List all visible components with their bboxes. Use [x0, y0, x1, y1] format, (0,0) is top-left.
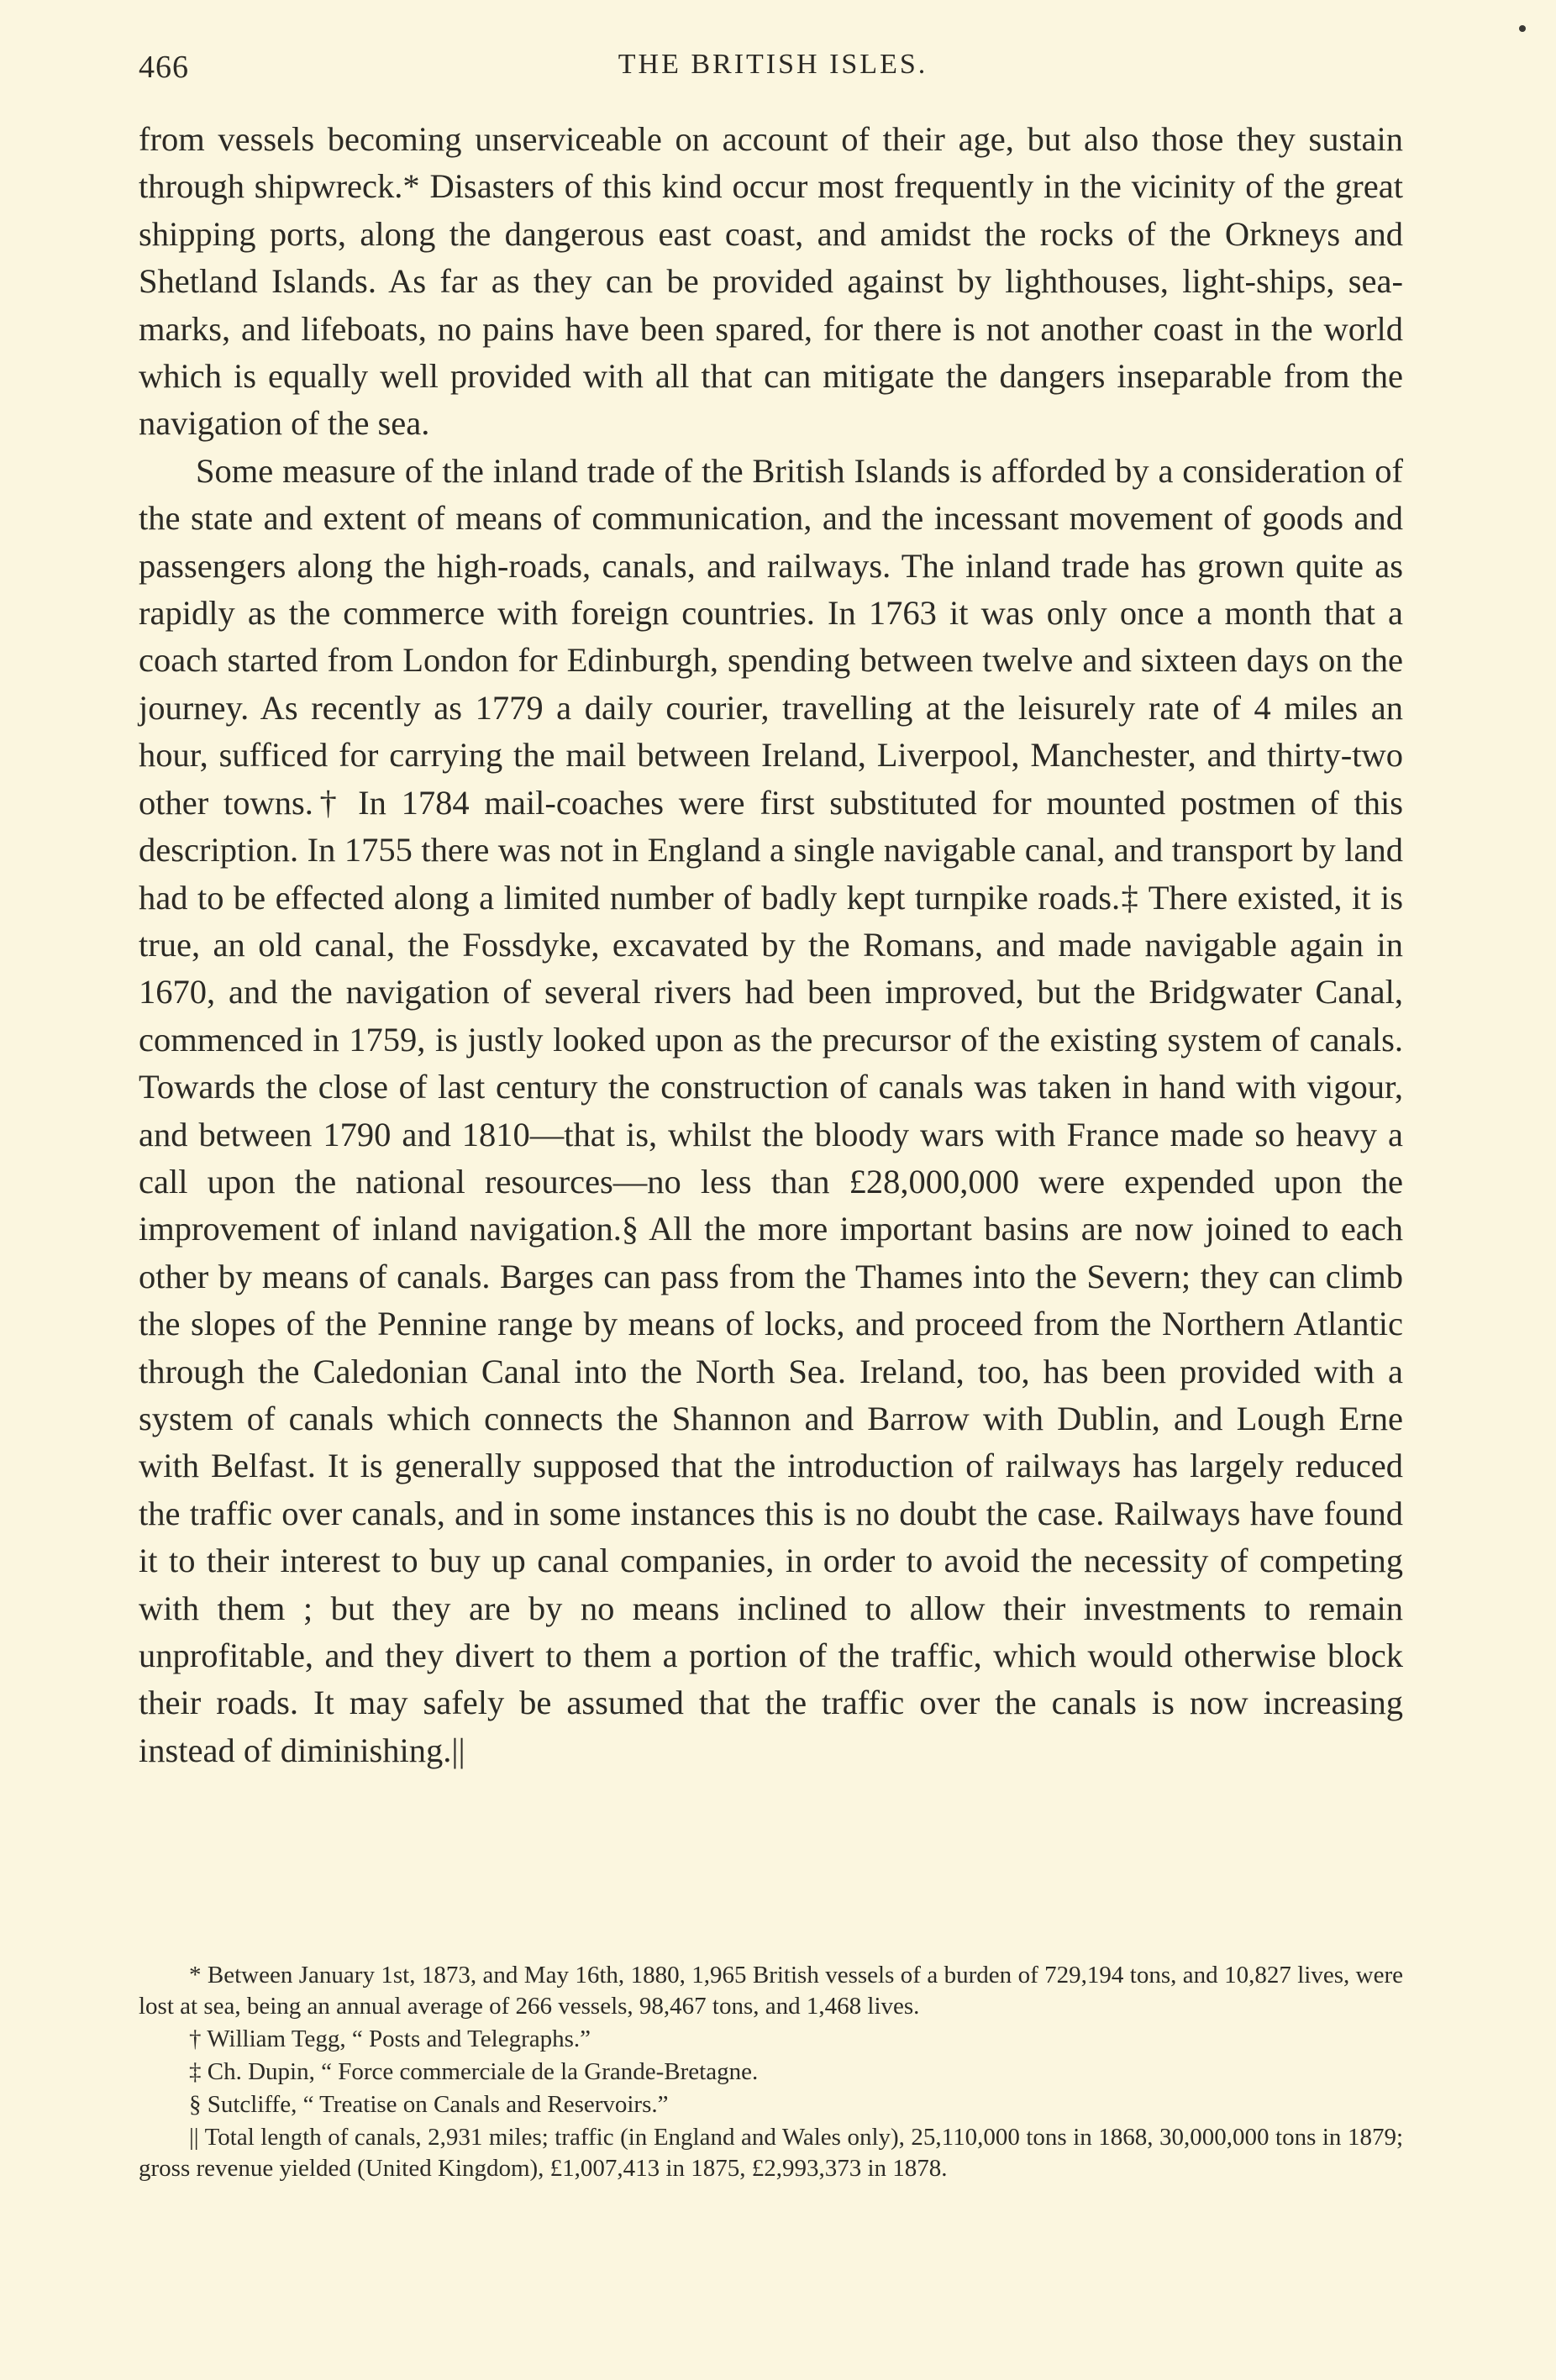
- footnote-dupin: ‡ Ch. Dupin, “ Force commerciale de la Grande-Bretagne.: [189, 2058, 759, 2085]
- running-head: [139, 49, 1407, 99]
- footnote-canal-statistics: || Total length of canals, 2,931 miles; traffic (in England and Wales only), 25,110,000 tons in 1868, 30,000,000 tons in 1879; gross revenue yielded (United Kingdom), £1,007,413 in 1875, £2,993,373 in 1878.: [139, 2124, 1403, 2182]
- ink-speck: [1519, 25, 1526, 32]
- page-number: 466: [139, 50, 189, 85]
- body-text: [139, 116, 1403, 1774]
- running-title: THE BRITISH ISLES.: [618, 49, 928, 80]
- footnotes: [139, 1960, 1403, 2186]
- footnote-sutcliffe: § Sutcliffe, “ Treatise on Canals and Reservoirs.”: [189, 2091, 669, 2118]
- footnote-shipwrecks: * Between January 1st, 1873, and May 16th, 1880, 1,965 British vessels of a burden of 729,194 tons, and 10,827 lives, were lost at sea, being an annual average of 266 vessels, 98,467 tons, and 1,468 lives.: [139, 1962, 1403, 2020]
- paragraph-continued: from vessels becoming unserviceable on account of their age, but also those they sustain through shipwreck.* Disasters of this kind occur most frequently in the vicinity of the great shipping ports, along the dangerous east coast, and amidst the rocks of the Orkneys and Shetland Islands. As far as they can be provided against by lighthouses, light-ships, sea-marks, and lifeboats, no pains have been spared, for there is not another coast in the world which is equally well provided with all that can mitigate the dangers inseparable from the navigation of the sea.: [139, 120, 1403, 443]
- paragraph-inland-trade: Some measure of the inland trade of the British Islands is afforded by a consideration of the state and extent of means of communication, and the incessant movement of goods and passengers along the high-roads, canals, and railways. The inland trade has grown quite as rapidly as the commerce with foreign countries. In 1763 it was only once a month that a coach started from London for Edinburgh, spending between twelve and sixteen days on the journey. As recently as 1779 a daily courier, travelling at the leisurely rate of 4 miles an hour, sufficed for carrying the mail between Ireland, Liverpool, Manchester, and thirty-two other towns.† In 1784 mail-coaches were first substituted for mounted postmen of this description. In 1755 there was not in England a single navigable canal, and transport by land had to be effected along a limited number of badly kept turnpike roads.‡ There existed, it is true, an old canal, the Fossdyke, excavated by the Romans, and made navigable again in 1670, and the navigation of several rivers had been improved, but the Bridgwater Canal, commenced in 1759, is justly looked upon as the precursor of the existing system of canals. Towards the close of last century the construction of canals was taken in hand with vigour, and between 1790 and 1810—that is, whilst the bloody wars with France made so heavy a call upon the national resources—no less than £28,000,000 were expended upon the improvement of inland navigation.§ All the more important basins are now joined to each other by means of canals. Barges can pass from the Thames into the Severn; they can climb the slopes of the Pennine range by means of locks, and proceed from the Northern Atlantic through the Caledonian Canal into the North Sea. Ireland, too, has been provided with a system of canals which connects the Shannon and Barrow with Dublin, and Lough Erne with Belfast. It is generally supposed that the introduction of railways has largely reduced the traffic over canals, and in some instances this is no doubt the case. Railways have found it to their interest to buy up canal companies, in order to avoid the necessity of competing with them ; but they are by no means inclined to allow their investments to remain unprofitable, and they divert to them a portion of the traffic, which would otherwise block their roads. It may safely be assumed that the traffic over the canals is now increasing instead of diminishing.||: [139, 451, 1403, 1769]
- footnote-tegg: † William Tegg, “ Posts and Telegraphs.”: [189, 2025, 591, 2052]
